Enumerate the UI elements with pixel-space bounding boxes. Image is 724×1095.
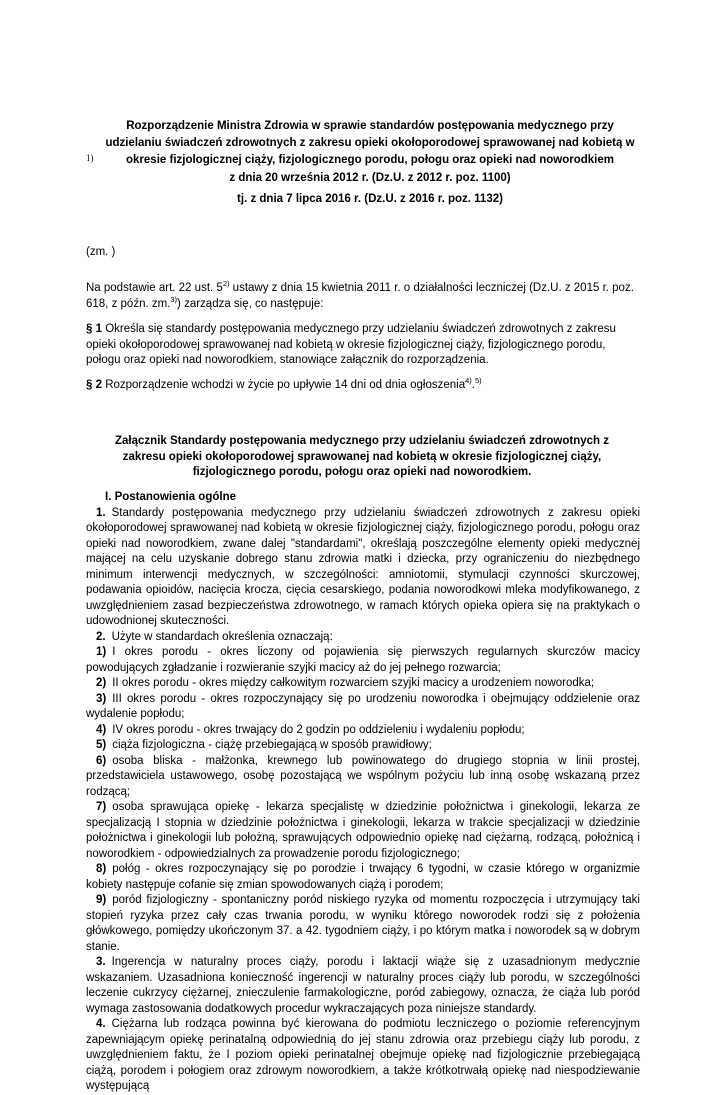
definition-1 (86, 645, 640, 676)
item-1-number: 1. (96, 506, 106, 519)
footnote-ref-5: 5) (474, 376, 482, 386)
paragraph-1 (86, 322, 640, 369)
date-line: z dnia 20 września 2012 r. (Dz.U. z 2012 r. poz. 1100) (229, 172, 511, 184)
definition-2 (86, 676, 640, 692)
document-title: Rozporządzenie Ministra Zdrowia w sprawie standardów postępowania medycznego przy udzielaniu świadczeń zdrowotnych z zakresu opieki okołoporodowej sprawowanej nad kobietą w okresie fizjologicznej ciąży, fizjologicznego porodu, połogu oraz opieki nad noworodkiem (105, 120, 635, 166)
footnote-mark: 1) (86, 153, 94, 163)
item-2-text: Użyte w standardach określenia oznaczają: (111, 630, 333, 643)
definition-number: 3) (96, 692, 107, 705)
definition-text: III okres porodu - okres rozpoczynający się po urodzeniu noworodka i obejmujący oddzielenie oraz wydalenie popłodu; (86, 692, 640, 720)
paragraph-2-label: § 2 (86, 379, 102, 391)
footnote-ref-4: 4) (465, 376, 472, 386)
definition-number: 2) (96, 677, 107, 689)
definition-number: 4) (96, 723, 107, 736)
definition-text: osoba bliska - małżonka, krewnego lub powinowatego do drugiego stopnia w linii prostej, przedstawiciela ustawowego, osobę pozostającą we wspólnym pożyciu lub inną osobę wskazaną przez rodzącą; (86, 754, 640, 798)
item-3 (86, 955, 640, 1017)
section-heading: I. Postanowienia ogólne (105, 491, 236, 503)
definition-text: ciąża fizjologiczna - ciążę przebiegającą w sposób prawidłowy; (112, 739, 432, 751)
item-1 (86, 506, 640, 630)
definition-9 (86, 893, 640, 955)
item-2-number: 2. (96, 630, 106, 643)
paragraph-2-text: Rozporządzenie wchodzi w życie po upływie 14 dni od dnia ogłoszenia (102, 379, 466, 391)
definition-number: 6) (96, 754, 107, 767)
definition-number: 1) (96, 646, 107, 658)
annex-body (86, 490, 640, 1095)
definition-text: połóg - okres rozpoczynający się po porodzie i trwający 6 tygodni, w czasie którego w organizmie kobiety następuje cofanie się zmian spowodowanych ciążą i porodem; (86, 863, 640, 891)
definition-text: poród fizjologiczny - spontaniczny poród niskiego ryzyka od momentu rozpoczęcia i utrzymujący taki stopień ryzyka przez cały czas trwania porodu, w wyniku którego noworodek rodzi się z położenia główkowego, pomiędzy ukończonym 37. a 42. tygodniem ciąży, i po którym matka i noworodek są w dobrym stanie. (86, 894, 640, 953)
footnote-ref-3: 3) (170, 294, 178, 304)
definition-3 (86, 692, 640, 723)
definition-5 (86, 738, 640, 754)
definition-number: 8) (96, 863, 107, 875)
item-3-text: Ingerencja w naturalny proces ciąży, porodu i laktacji wiąże się z uzasadnionym medycznie wskazaniem. Uzasadniona konieczność ingerencji w naturalny proces ciąży lub porodu, w szczególności leczenie cukrzycy ciężarnej, znieczulenie farmakologiczne, poród zabiegowy, oznacza, że ciąża lub poród wymaga zastosowania dodatkowych procedur wykraczających poza niniejsze standardy. (86, 956, 640, 1015)
definition-text: II okres porodu - okres między całkowitym rozwarciem szyjki macicy a urodzeniem noworodka; (112, 677, 595, 689)
definition-number: 9) (96, 894, 107, 906)
definition-4 (86, 723, 640, 739)
consolidated-text-line: tj. z dnia 7 lipca 2016 r. (Dz.U. z 2016 r. poz. 1132) (237, 193, 503, 205)
item-3-number: 3. (96, 956, 106, 968)
paragraph-2-dot: . (471, 379, 475, 391)
definition-7 (86, 800, 640, 862)
paragraph-1-label: § 1 (86, 323, 102, 335)
item-2 (86, 630, 640, 646)
definition-6 (86, 754, 640, 801)
footnote-ref-2: 2) (222, 279, 230, 289)
item-4-text: Ciężarna lub rodząca powinna być kierowana do podmiotu leczniczego o poziomie referencyjnym zapewniającym opiekę perinatalną odpowiednią do jej stanu zdrowia oraz przebiegu ciąży lub porodu, z uwzględnieniem faktu, że I poziom opieki perinatalnej obejmuje opiekę nad fizjologicznie przebiegającą ciążą, porodem i połogiem oraz zdrowym noworodkiem, a także krótkotrwałą opiekę nad niespodziewanie występującą (86, 1018, 640, 1092)
paragraph-2 (86, 378, 640, 394)
paragraph-1-text: Określa się standardy postępowania medycznego przy udzielaniu świadczeń zdrowotnych z zakresu opieki okołoporodowej sprawowanej nad kobietą w okresie fizjologicznej ciąży, fizjologicznego porodu, połogu oraz opieki nad noworodkiem, stanowiące załącznik do rozporządzenia. (86, 323, 616, 366)
legal-basis-text-a: Na podstawie art. 22 ust. 5 (86, 282, 223, 294)
item-4-number: 4. (96, 1018, 106, 1030)
item-4 (86, 1017, 640, 1095)
definition-8 (86, 862, 640, 893)
annex-title: Załącznik Standardy postępowania medycznego przy udzielaniu świadczeń zdrowotnych z zakresu opieki okołoporodowej sprawowanej nad kobietą w okresie fizjologicznej ciąży, fizjologicznego porodu, połogu oraz opieki nad noworodkiem. (115, 435, 609, 478)
definition-number: 5) (96, 739, 107, 751)
definition-number: 7) (96, 801, 107, 813)
legal-basis-paragraph (86, 281, 640, 312)
definition-text: osoba sprawująca opiekę - lekarza specjalistę w dziedzinie położnictwa i ginekologii, lekarza ze specjalizacją I stopnia w dziedzinie położnictwa i ginekologii, lekarza w trakcie specjalizacji w dziedzinie położnictwa i ginekologii lub położną, sprawujących odpowiednio opiekę nad ciężarną, rodzącą, położnicą i noworodkiem - odpowiedzialnych za prowadzenie porodu fizjologicznego; (86, 801, 640, 860)
legal-basis-text-b: ustawy z dnia 15 kwietnia 2011 r. o działalności leczniczej (Dz.U. z 2015 r. poz. 618, z późn. zm. (86, 282, 634, 310)
item-1-text: Standardy postępowania medycznego przy udzielaniu świadczeń zdrowotnych z zakresu opieki okołoporodowej sprawowanej nad kobietą w okresie fizjologicznej ciąży, fizjologicznego porodu, połogu oraz opieki nad noworodkiem, zwane dalej "standardami", określają poszczególne elementy opieki medycznej mającej na celu uzyskanie dobrego stanu zdrowia matki i dziecka, przy ograniczeniu do niezbędnego minimum interwencji medycznych, w szczególności: amniotomii, stymulacji czynności skurczowej, podawania opioidów, nacięcia krocza, cięcia cesarskiego, podania noworodkowi mleka modyfikowanego, z uwzględnieniem zasad bezpieczeństwa zdrowotnego, w ramach których opieka opiera się na praktykach o udowodnionej skuteczności. (86, 506, 640, 627)
amendments-note: (zm. ) (86, 246, 116, 258)
legal-basis-text-c: ) zarządza się, co następuje: (177, 297, 324, 310)
definition-text: IV okres porodu - okres trwający do 2 godzin po oddzieleniu i wydaleniu popłodu; (112, 723, 525, 736)
definition-text: I okres porodu - okres liczony od pojawienia się pierwszych regularnych skurczów macicy powodujących zgładzanie i rozwieranie szyjki macicy aż do jej pełnego rozwarcia; (86, 646, 640, 674)
